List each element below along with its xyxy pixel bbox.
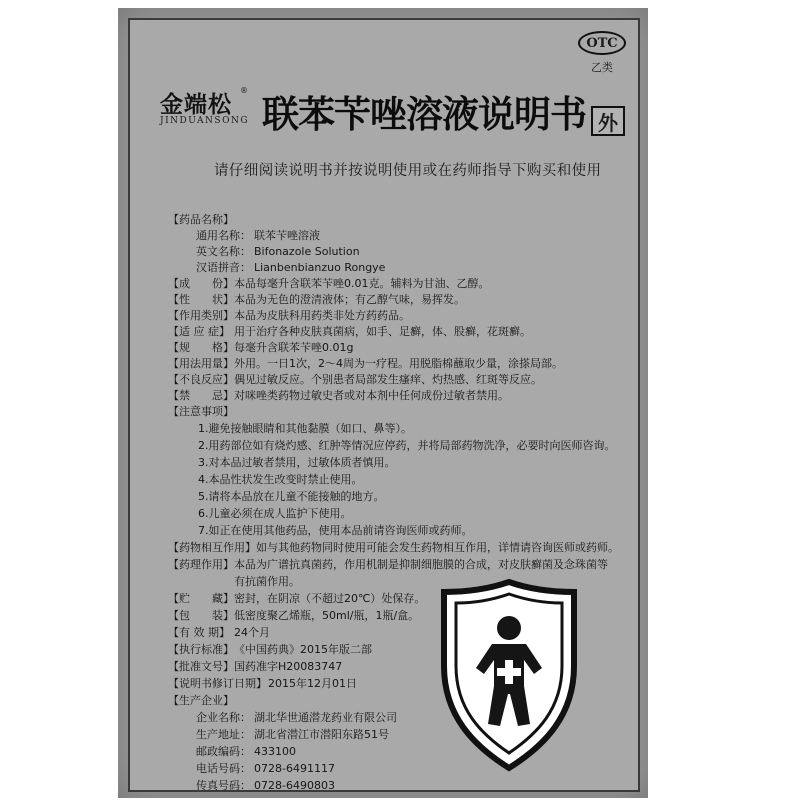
document-title: 联苯苄唑溶液说明书: [262, 93, 586, 136]
section-label-usage: 【 用法用量 】: [168, 357, 234, 370]
manufacturer-name-label: 企业名称：: [196, 711, 251, 724]
pinyin-name-label: 汉语拼音：: [196, 261, 251, 274]
section-label-composition: 【 成 份 】: [168, 277, 234, 290]
brand-logo: 金端松: [160, 91, 232, 118]
registered-mark: ®: [240, 86, 248, 95]
section-label-category: 【 作用类别 】: [168, 309, 234, 322]
address: 湖北省潜江市潜阳东路51号: [254, 728, 389, 741]
indication-text: 用于治疗各种皮肤真菌病，如手、足癣，体、股癣，花斑癣。: [234, 325, 531, 338]
category-text: 本品为皮肤科用药类非处方药药品。: [234, 309, 410, 322]
english-name-label: 英文名称：: [196, 245, 251, 258]
precaution-item: 4.本品性状发生改变时禁止使用。: [198, 473, 363, 486]
usage-text: 外用。一日1次，2～4周为一疗程。用脱脂棉蘸取少量，涂搽局部。: [234, 357, 563, 370]
validity-text: 24个月: [234, 626, 270, 639]
precaution-item: 6.儿童必须在成人监护下使用。: [198, 507, 352, 520]
generic-name-label: 通用名称：: [196, 229, 251, 242]
fax: 0728-6490803: [254, 779, 335, 792]
section-label-pharmacology: 【 药理作用 】: [168, 558, 234, 571]
child-safety-shield-icon: [434, 576, 584, 776]
otc-badge: OTC: [578, 31, 626, 55]
otc-class-label: 乙类: [591, 61, 613, 74]
package-text: 低密度聚乙烯瓶，50ml/瓶，1瓶/盒。: [234, 609, 420, 622]
precaution-item: 3.对本品过敏者禁用，过敏体质者慎用。: [198, 456, 396, 469]
precaution-item: 1.避免接触眼睛和其他黏膜（如口、鼻等）。: [198, 422, 412, 435]
contraindication-text: 对咪唑类药物过敏史者或对本剂中任何成份过敏者禁用。: [234, 389, 509, 402]
pinyin-name: Lianbenbianzuo Rongye: [254, 261, 386, 274]
brand-pinyin: JINDUANSONG: [160, 116, 250, 126]
section-label-package: 【 包 装 】: [168, 609, 234, 622]
section-label-drug-name: 【 药品名称 】: [168, 213, 234, 226]
zip-label: 邮政编码：: [196, 745, 251, 758]
address-label: 生产地址：: [196, 728, 251, 741]
section-label-indication: 【 适 应 症 】: [168, 325, 230, 338]
standard-text: 《中国药典》2015年版二部: [234, 643, 372, 656]
section-label-precautions: 【 注意事项 】: [168, 405, 234, 418]
section-label-approval: 【 批准文号 】: [168, 660, 234, 673]
external-use-badge: 外: [591, 106, 625, 136]
adverse-text: 偶见过敏反应。个别患者局部发生瘙痒、灼热感、红斑等反应。: [234, 373, 542, 386]
section-label-description: 【 性 状 】: [168, 293, 234, 306]
usage-warning: 请仔细阅读说明书并按说明使用或在药师指导下购买和使用: [214, 163, 602, 179]
section-label-standard: 【 执行标准 】: [168, 643, 234, 656]
section-label-validity: 【 有 效 期 】: [168, 626, 230, 639]
section-label-interaction: 【 药物相互作用 】: [168, 541, 256, 554]
description-text: 本品为无色的澄清液体；有乙醇气味，易挥发。: [234, 293, 465, 306]
precaution-item: 7.如正在使用其他药品，使用本品前请咨询医师或药师。: [198, 524, 473, 537]
approval-text: 国药准字H20083747: [234, 660, 343, 673]
section-label-revision: 【 说明书修订日期 】: [168, 677, 267, 690]
phone: 0728-6491117: [254, 762, 335, 775]
specification-text: 每毫升含联苯苄唑0.01g: [234, 341, 354, 354]
section-label-contraindication: 【 禁 忌 】: [168, 389, 234, 402]
section-label-adverse: 【 不良反应 】: [168, 373, 234, 386]
section-label-manufacturer: 【 生产企业 】: [168, 694, 234, 707]
phone-label: 电话号码：: [196, 762, 251, 775]
precaution-item: 2.用药部位如有烧灼感、红肿等情况应停药，并将局部药物洗净，必要时向医师咨询。: [198, 439, 616, 452]
zip: 433100: [254, 745, 296, 758]
revision-text: 2015年12月01日: [268, 677, 357, 690]
interaction-text: 如与其他药物同时使用可能会发生药物相互作用，详情请咨询医师或药师。: [256, 541, 619, 554]
manufacturer-name: 湖北华世通潜龙药业有限公司: [254, 711, 397, 724]
section-label-specification: 【 规 格 】: [168, 341, 234, 354]
storage-text: 密封，在阴凉（不超过20℃）处保存。: [234, 592, 426, 605]
english-name: Bifonazole Solution: [254, 245, 360, 258]
section-label-storage: 【 贮 藏 】: [168, 592, 234, 605]
pharmacology-text: 本品为广谱抗真菌药，作用机制是抑制细胞膜的合成，对皮肤癣菌及念珠菌等: [234, 558, 608, 571]
composition-text: 本品每毫升含联苯苄唑0.01克。辅料为甘油、乙醇。: [234, 277, 490, 290]
pharmacology-text-cont: 有抗菌作用。: [234, 575, 300, 588]
precaution-item: 5.请将本品放在儿童不能接触的地方。: [198, 490, 385, 503]
generic-name: 联苯苄唑溶液: [254, 229, 320, 242]
fax-label: 传真号码：: [196, 779, 251, 792]
